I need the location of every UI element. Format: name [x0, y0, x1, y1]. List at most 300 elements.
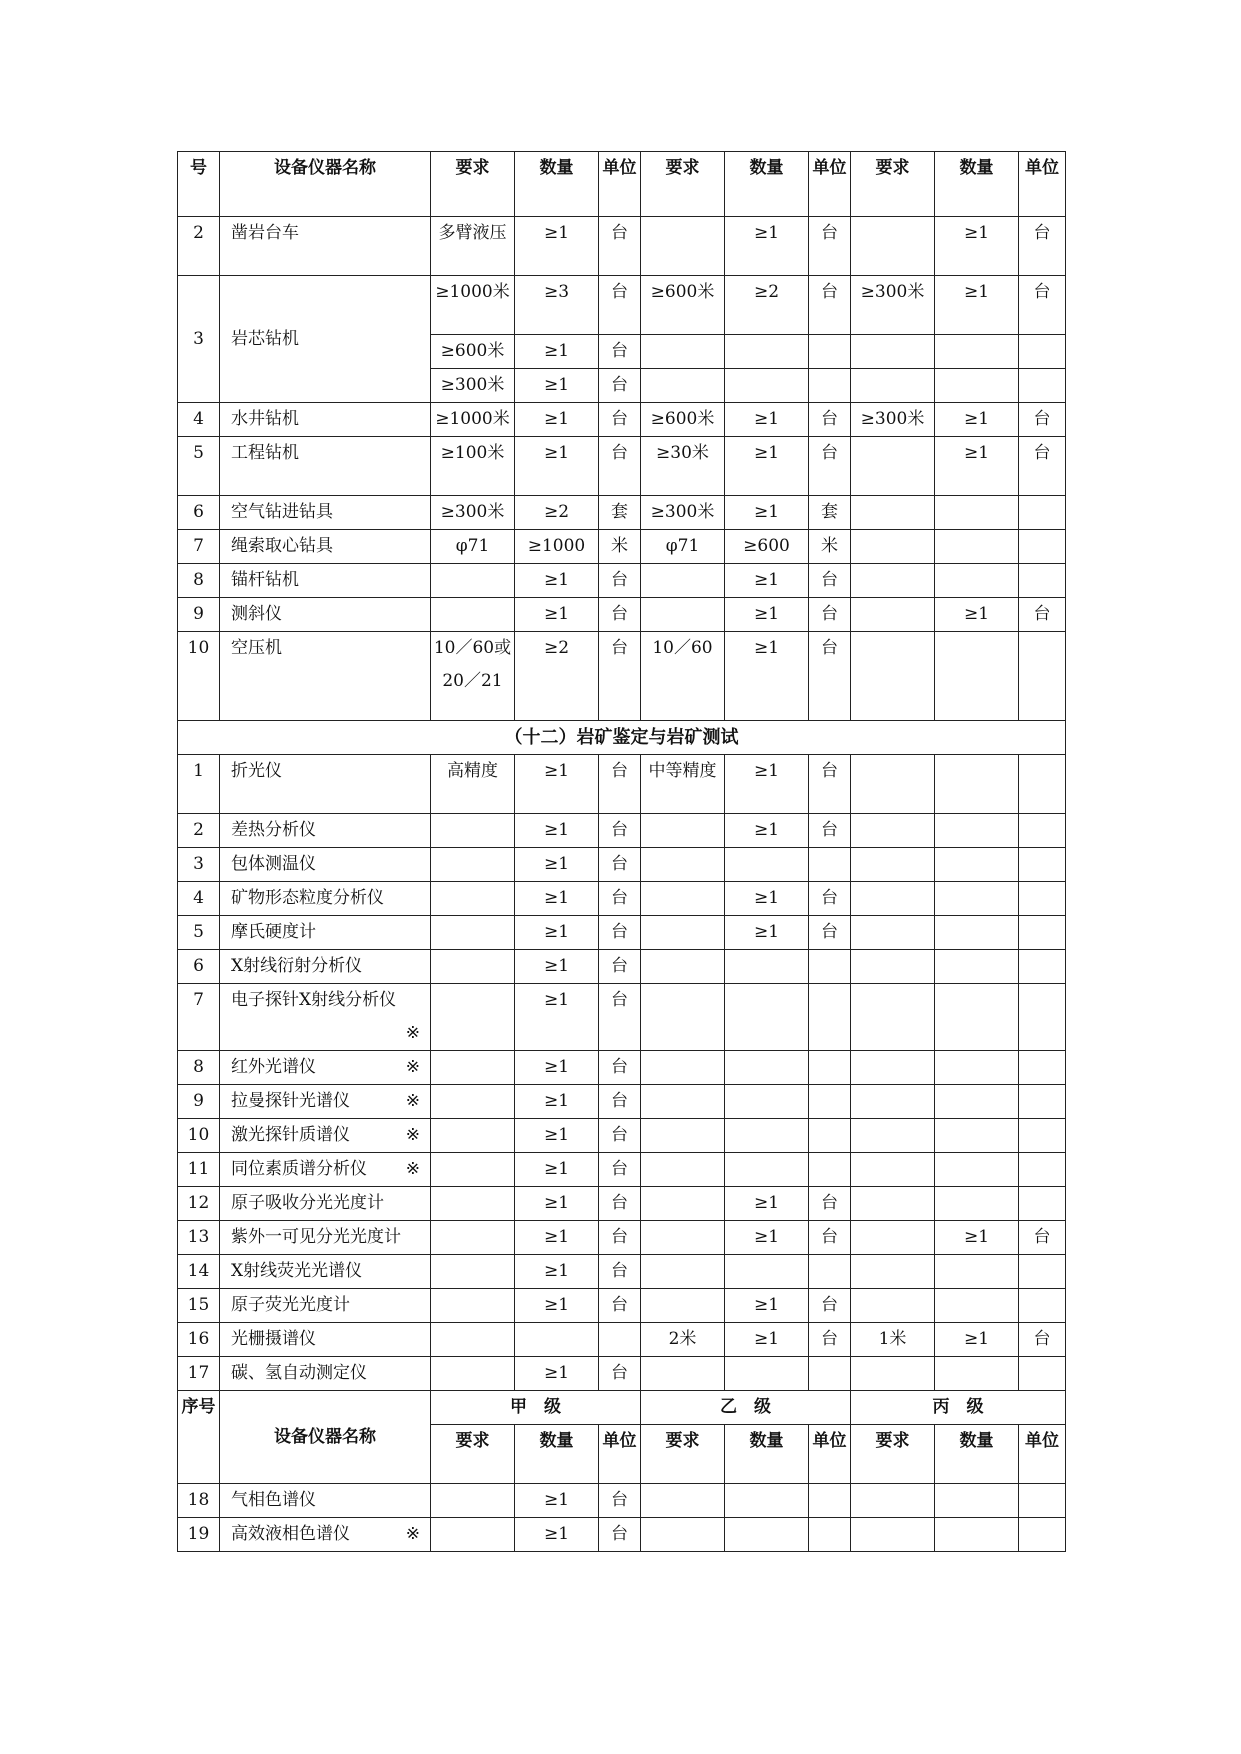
b-unit-cell: 台	[809, 598, 851, 632]
a-req-cell	[431, 1187, 515, 1221]
b-qty-cell	[725, 1085, 809, 1119]
b-req-cell	[641, 598, 725, 632]
a-unit-cell: 台	[599, 437, 641, 496]
equipment-name: 拉曼探针光谱仪	[231, 1091, 350, 1111]
repeat-header-row	[178, 1391, 1066, 1425]
b-unit-cell	[809, 848, 851, 882]
header-a-qty: 数量	[515, 152, 599, 217]
a-qty-cell: ≥1	[515, 1221, 599, 1255]
b-unit-cell: 台	[809, 437, 851, 496]
c-unit-cell	[1019, 984, 1066, 1051]
row-no-cell: 3	[178, 848, 220, 882]
a-qty-cell: ≥1	[515, 1289, 599, 1323]
name-cell	[220, 1323, 431, 1357]
section-title: （十二）岩矿鉴定与岩矿测试	[178, 721, 1066, 755]
row-no-cell: 18	[178, 1484, 220, 1518]
a-unit-cell	[599, 1323, 641, 1357]
b-qty-cell: ≥1	[725, 814, 809, 848]
b-qty-cell	[725, 1357, 809, 1391]
c-unit-cell: 台	[1019, 1221, 1066, 1255]
a-req-cell	[431, 1518, 515, 1552]
table-row	[178, 1484, 1066, 1518]
name-cell	[220, 1187, 431, 1221]
b-unit-cell: 台	[809, 1221, 851, 1255]
c-unit-cell	[1019, 814, 1066, 848]
b-qty-cell: ≥1	[725, 217, 809, 276]
name-cell	[220, 916, 431, 950]
c-qty-cell	[935, 814, 1019, 848]
header-a-unit: 单位	[599, 152, 641, 217]
c-req-cell	[851, 755, 935, 814]
b-qty-cell	[725, 335, 809, 369]
c-qty-cell	[935, 564, 1019, 598]
c-qty-cell: ≥1	[935, 598, 1019, 632]
c-unit-cell	[1019, 882, 1066, 916]
equipment-name: 碳、氢自动测定仪	[231, 1363, 367, 1383]
a-qty-cell: ≥1	[515, 814, 599, 848]
table-row	[178, 598, 1066, 632]
c-unit-cell	[1019, 564, 1066, 598]
a-req-cell	[431, 1255, 515, 1289]
a-qty-cell: ≥1	[515, 950, 599, 984]
c-req-cell	[851, 437, 935, 496]
b-qty-cell	[725, 1255, 809, 1289]
equipment-name: 矿物形态粒度分析仪	[231, 888, 384, 908]
b-req-cell	[641, 814, 725, 848]
name-cell	[220, 755, 431, 814]
table-row	[178, 950, 1066, 984]
a-req-cell	[431, 1484, 515, 1518]
a-unit-cell: 米	[599, 530, 641, 564]
repeat-header-a-req: 要求	[431, 1425, 515, 1484]
c-req-cell	[851, 1221, 935, 1255]
b-unit-cell	[809, 369, 851, 403]
name-cell: 测斜仪	[220, 598, 431, 632]
row-no-cell: 10	[178, 1119, 220, 1153]
row-no-cell: 6	[178, 496, 220, 530]
a-qty-cell: ≥2	[515, 632, 599, 721]
c-qty-cell: ≥1	[935, 437, 1019, 496]
c-qty-cell	[935, 1085, 1019, 1119]
c-qty-cell	[935, 1255, 1019, 1289]
a-unit-cell: 台	[599, 1119, 641, 1153]
a-req-cell: ≥600米	[431, 335, 515, 369]
repeat-header-b-req: 要求	[641, 1425, 725, 1484]
a-req-cell	[431, 882, 515, 916]
header-a-req: 要求	[431, 152, 515, 217]
a-qty-cell	[515, 1323, 599, 1357]
c-unit-cell	[1019, 1085, 1066, 1119]
a-qty-cell: ≥1	[515, 848, 599, 882]
c-unit-cell	[1019, 1051, 1066, 1085]
c-qty-cell	[935, 882, 1019, 916]
b-req-cell	[641, 369, 725, 403]
note-mark: ※	[405, 1524, 420, 1544]
a-req-cell	[431, 950, 515, 984]
a-unit-cell: 台	[599, 916, 641, 950]
header-b-unit: 单位	[809, 152, 851, 217]
c-req-cell	[851, 882, 935, 916]
row-no-cell: 17	[178, 1357, 220, 1391]
table-row	[178, 276, 1066, 335]
b-req-cell	[641, 1187, 725, 1221]
a-req-cell	[431, 1323, 515, 1357]
c-unit-cell	[1019, 496, 1066, 530]
b-qty-cell: ≥1	[725, 437, 809, 496]
grade-a-header: 甲 级	[431, 1391, 641, 1425]
header-b-req: 要求	[641, 152, 725, 217]
row-no-cell: 10	[178, 632, 220, 721]
b-req-cell	[641, 335, 725, 369]
c-qty-cell	[935, 1153, 1019, 1187]
b-unit-cell: 台	[809, 632, 851, 721]
header-row	[178, 152, 1066, 217]
a-qty-cell: ≥1	[515, 564, 599, 598]
c-unit-cell	[1019, 369, 1066, 403]
a-unit-cell: 台	[599, 882, 641, 916]
b-qty-cell	[725, 848, 809, 882]
a-unit-cell: 台	[599, 369, 641, 403]
b-qty-cell	[725, 369, 809, 403]
a-qty-cell: ≥1	[515, 335, 599, 369]
b-unit-cell: 台	[809, 1187, 851, 1221]
equipment-name: 激光探针质谱仪	[231, 1125, 350, 1145]
c-req-cell	[851, 496, 935, 530]
a-qty-cell: ≥1	[515, 755, 599, 814]
b-qty-cell	[725, 950, 809, 984]
a-qty-cell: ≥1	[515, 369, 599, 403]
header-name: 设备仪器名称	[220, 152, 431, 217]
table-row	[178, 1255, 1066, 1289]
row-no-cell: 6	[178, 950, 220, 984]
c-req-cell	[851, 564, 935, 598]
a-req-cell	[431, 916, 515, 950]
b-qty-cell: ≥600	[725, 530, 809, 564]
a-unit-cell: 台	[599, 335, 641, 369]
a-req-cell: ≥1000米	[431, 276, 515, 335]
table-row	[178, 1119, 1066, 1153]
equipment-name: 折光仪	[231, 761, 282, 781]
c-qty-cell	[935, 950, 1019, 984]
c-unit-cell: 台	[1019, 1323, 1066, 1357]
repeat-header-c-req: 要求	[851, 1425, 935, 1484]
a-qty-cell: ≥1	[515, 217, 599, 276]
c-qty-cell	[935, 848, 1019, 882]
a-qty-cell: ≥1	[515, 916, 599, 950]
b-unit-cell	[809, 1357, 851, 1391]
b-unit-cell	[809, 1518, 851, 1552]
c-unit-cell	[1019, 916, 1066, 950]
a-unit-cell: 台	[599, 1484, 641, 1518]
name-cell	[220, 814, 431, 848]
name-cell: 岩芯钻机	[220, 276, 431, 403]
b-unit-cell	[809, 1085, 851, 1119]
header-c-req: 要求	[851, 152, 935, 217]
c-qty-cell	[935, 984, 1019, 1051]
repeat-header-no	[178, 1391, 220, 1484]
b-req-cell	[641, 1221, 725, 1255]
row-no-cell: 7	[178, 984, 220, 1051]
b-unit-cell: 台	[809, 814, 851, 848]
row-no-cell: 14	[178, 1255, 220, 1289]
c-unit-cell	[1019, 1518, 1066, 1552]
name-cell: 空气钻进钻具	[220, 496, 431, 530]
c-req-cell	[851, 1289, 935, 1323]
c-unit-cell: 台	[1019, 598, 1066, 632]
a-qty-cell: ≥1	[515, 403, 599, 437]
a-req-cell	[431, 564, 515, 598]
equipment-name: 气相色谱仪	[231, 1490, 316, 1510]
note-mark: ※	[405, 1091, 420, 1111]
b-req-cell	[641, 1518, 725, 1552]
a-qty-cell: ≥1	[515, 1051, 599, 1085]
a-qty-cell: ≥2	[515, 496, 599, 530]
b-qty-cell: ≥1	[725, 755, 809, 814]
c-qty-cell	[935, 335, 1019, 369]
a-unit-cell: 台	[599, 1153, 641, 1187]
name-cell	[220, 1255, 431, 1289]
b-qty-cell	[725, 1484, 809, 1518]
row-no-cell: 13	[178, 1221, 220, 1255]
b-unit-cell	[809, 984, 851, 1051]
equipment-table	[177, 151, 1066, 1552]
b-req-cell: ≥600米	[641, 403, 725, 437]
a-unit-cell: 台	[599, 755, 641, 814]
a-unit-cell: 台	[599, 403, 641, 437]
b-qty-cell: ≥1	[725, 1221, 809, 1255]
row-no-cell: 11	[178, 1153, 220, 1187]
table-row	[178, 1187, 1066, 1221]
b-req-cell	[641, 1051, 725, 1085]
b-unit-cell	[809, 1255, 851, 1289]
c-unit-cell	[1019, 1187, 1066, 1221]
b-unit-cell	[809, 1051, 851, 1085]
b-qty-cell: ≥1	[725, 403, 809, 437]
a-unit-cell: 台	[599, 1051, 641, 1085]
name-cell	[220, 1357, 431, 1391]
b-unit-cell: 台	[809, 403, 851, 437]
b-qty-cell	[725, 984, 809, 1051]
c-unit-cell	[1019, 632, 1066, 721]
a-qty-cell: ≥1	[515, 984, 599, 1051]
name-cell	[220, 1085, 431, 1119]
equipment-name: 包体测温仪	[231, 854, 316, 874]
name-cell: 水井钻机	[220, 403, 431, 437]
name-cell: 绳索取心钻具	[220, 530, 431, 564]
table-row	[178, 496, 1066, 530]
repeat-header-c-unit: 单位	[1019, 1425, 1066, 1484]
a-qty-cell: ≥1	[515, 1153, 599, 1187]
b-unit-cell: 台	[809, 882, 851, 916]
a-req-cell	[431, 1289, 515, 1323]
c-unit-cell: 台	[1019, 403, 1066, 437]
table-row	[178, 1289, 1066, 1323]
row-no-cell: 9	[178, 598, 220, 632]
table-row	[178, 916, 1066, 950]
a-unit-cell: 台	[599, 1518, 641, 1552]
a-req-cell: 多臂液压	[431, 217, 515, 276]
row-no-cell: 12	[178, 1187, 220, 1221]
b-req-cell: φ71	[641, 530, 725, 564]
c-req-cell	[851, 1187, 935, 1221]
c-unit-cell	[1019, 1153, 1066, 1187]
b-unit-cell: 台	[809, 564, 851, 598]
c-req-cell	[851, 1484, 935, 1518]
note-mark: ※	[405, 1023, 420, 1043]
header-b-qty: 数量	[725, 152, 809, 217]
c-qty-cell	[935, 1484, 1019, 1518]
b-qty-cell: ≥1	[725, 1289, 809, 1323]
table-row	[178, 530, 1066, 564]
c-qty-cell	[935, 369, 1019, 403]
name-cell	[220, 1518, 431, 1552]
table-row	[178, 1323, 1066, 1357]
b-unit-cell: 台	[809, 755, 851, 814]
c-req-cell: ≥300米	[851, 403, 935, 437]
c-unit-cell	[1019, 848, 1066, 882]
row-no-cell: 4	[178, 882, 220, 916]
name-cell: 锚杆钻机	[220, 564, 431, 598]
table-row	[178, 403, 1066, 437]
b-qty-cell: ≥1	[725, 1323, 809, 1357]
c-req-cell	[851, 916, 935, 950]
b-req-cell	[641, 848, 725, 882]
c-req-cell	[851, 598, 935, 632]
a-qty-cell: ≥1	[515, 1357, 599, 1391]
b-qty-cell	[725, 1051, 809, 1085]
table-row	[178, 984, 1066, 1051]
b-req-cell	[641, 1153, 725, 1187]
c-qty-cell	[935, 916, 1019, 950]
c-unit-cell	[1019, 950, 1066, 984]
name-cell: 工程钻机	[220, 437, 431, 496]
a-unit-cell: 台	[599, 950, 641, 984]
row-no-cell: 8	[178, 564, 220, 598]
b-unit-cell: 台	[809, 916, 851, 950]
b-qty-cell: ≥1	[725, 496, 809, 530]
b-unit-cell: 台	[809, 1323, 851, 1357]
table-row	[178, 632, 1066, 721]
name-cell	[220, 984, 431, 1051]
name-cell	[220, 950, 431, 984]
table-row	[178, 1221, 1066, 1255]
a-req-cell	[431, 1153, 515, 1187]
a-qty-cell: ≥1	[515, 882, 599, 916]
row-no-cell: 5	[178, 916, 220, 950]
a-unit-cell: 台	[599, 217, 641, 276]
c-qty-cell: ≥1	[935, 1323, 1019, 1357]
a-unit-cell: 台	[599, 984, 641, 1051]
row-no-cell: 5	[178, 437, 220, 496]
b-req-cell	[641, 1255, 725, 1289]
a-req-cell: 高精度	[431, 755, 515, 814]
b-req-cell	[641, 564, 725, 598]
a-req-cell	[431, 1051, 515, 1085]
b-req-cell	[641, 1085, 725, 1119]
table-row	[178, 564, 1066, 598]
c-unit-cell	[1019, 335, 1066, 369]
c-req-cell	[851, 1051, 935, 1085]
grade-b-header: 乙 级	[641, 1391, 851, 1425]
b-unit-cell: 台	[809, 1289, 851, 1323]
a-unit-cell: 台	[599, 1085, 641, 1119]
c-req-cell	[851, 335, 935, 369]
a-qty-cell: ≥1	[515, 1085, 599, 1119]
row-no-cell: 2	[178, 814, 220, 848]
row-no-cell: 7	[178, 530, 220, 564]
row-no-cell: 15	[178, 1289, 220, 1323]
c-req-cell	[851, 950, 935, 984]
a-req-cell: φ71	[431, 530, 515, 564]
c-qty-cell	[935, 755, 1019, 814]
a-unit-cell: 台	[599, 276, 641, 335]
b-qty-cell	[725, 1119, 809, 1153]
equipment-name: 同位素质谱分析仪	[231, 1159, 367, 1179]
a-req-cell: ≥100米	[431, 437, 515, 496]
b-req-cell: ≥30米	[641, 437, 725, 496]
b-qty-cell	[725, 1518, 809, 1552]
c-unit-cell: 台	[1019, 217, 1066, 276]
table-row	[178, 848, 1066, 882]
name-cell	[220, 882, 431, 916]
b-qty-cell: ≥1	[725, 1187, 809, 1221]
a-req-cell	[431, 984, 515, 1051]
a-qty-cell: ≥1	[515, 1518, 599, 1552]
name-cell	[220, 1153, 431, 1187]
name-cell	[220, 848, 431, 882]
name-cell: 凿岩台车	[220, 217, 431, 276]
c-unit-cell	[1019, 1357, 1066, 1391]
a-qty-cell: ≥1	[515, 598, 599, 632]
a-qty-cell: ≥1	[515, 1187, 599, 1221]
b-req-cell	[641, 1484, 725, 1518]
b-qty-cell: ≥1	[725, 882, 809, 916]
a-qty-cell: ≥3	[515, 276, 599, 335]
section-title-row	[178, 721, 1066, 755]
c-qty-cell	[935, 1119, 1019, 1153]
a-req-cell	[431, 814, 515, 848]
a-qty-cell: ≥1	[515, 1255, 599, 1289]
a-req-cell	[431, 1085, 515, 1119]
c-qty-cell	[935, 1187, 1019, 1221]
equipment-name: 光栅摄谱仪	[231, 1329, 316, 1349]
row-no-cell: 8	[178, 1051, 220, 1085]
b-req-cell: 中等精度	[641, 755, 725, 814]
c-req-cell	[851, 848, 935, 882]
table-row	[178, 882, 1066, 916]
b-unit-cell	[809, 1484, 851, 1518]
equipment-name: 原子荧光光度计	[231, 1295, 350, 1315]
c-unit-cell	[1019, 1255, 1066, 1289]
table-row	[178, 217, 1066, 276]
table-row	[178, 437, 1066, 496]
row-no-cell: 16	[178, 1323, 220, 1357]
row-no-cell: 19	[178, 1518, 220, 1552]
c-qty-cell	[935, 1357, 1019, 1391]
a-qty-cell: ≥1	[515, 437, 599, 496]
a-unit-cell: 台	[599, 848, 641, 882]
repeat-header-name: 设备仪器名称	[220, 1391, 431, 1484]
a-req-cell: ≥300米	[431, 496, 515, 530]
repeat-header-c-qty: 数量	[935, 1425, 1019, 1484]
grade-c-header: 丙 级	[851, 1391, 1066, 1425]
c-qty-cell	[935, 530, 1019, 564]
c-req-cell	[851, 984, 935, 1051]
c-req-cell	[851, 632, 935, 721]
table-row	[178, 1357, 1066, 1391]
a-unit-cell: 台	[599, 1187, 641, 1221]
equipment-name: 差热分析仪	[231, 820, 316, 840]
